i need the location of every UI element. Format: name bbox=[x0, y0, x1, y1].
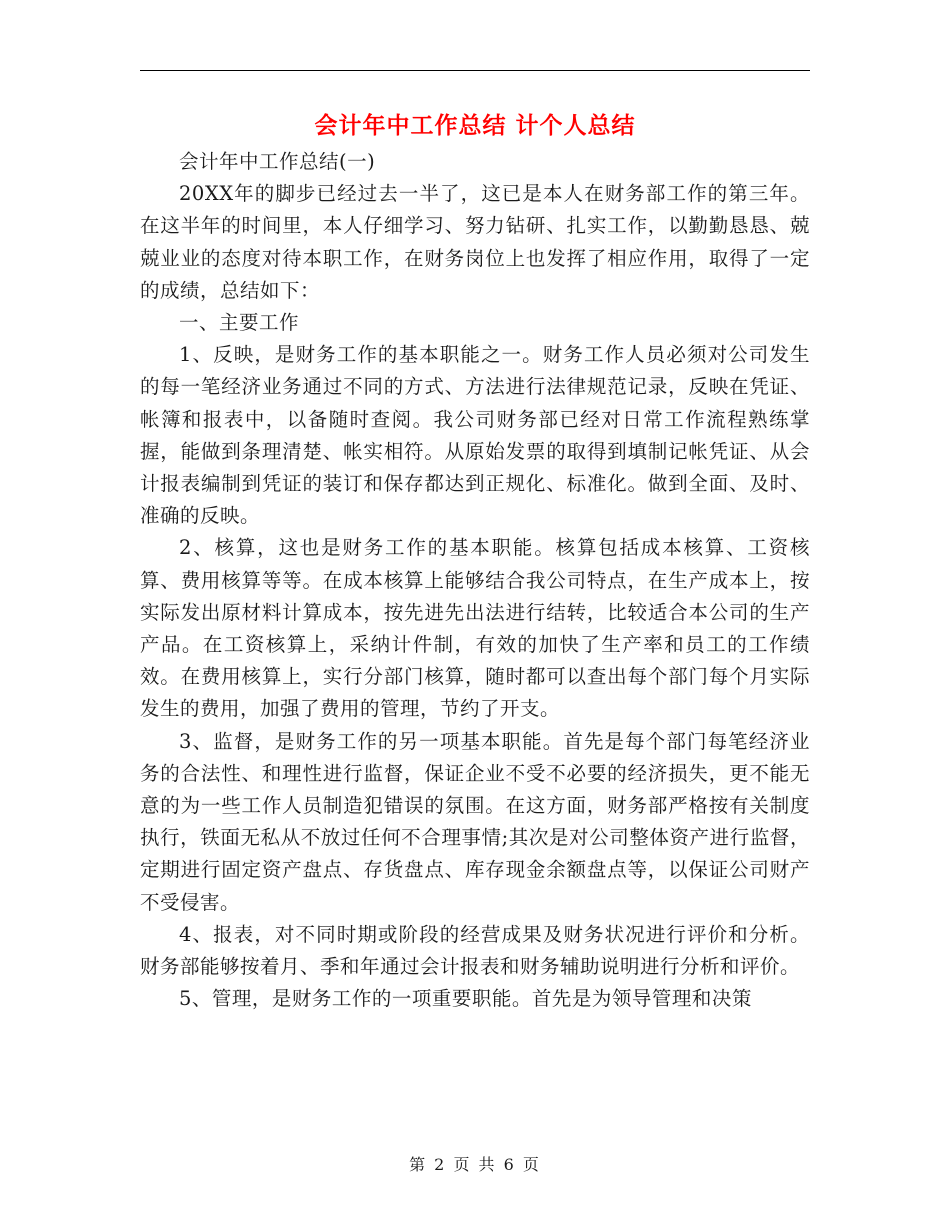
paragraph-section-heading: 一、主要工作 bbox=[179, 311, 300, 335]
paragraph-item-5: 5、管理，是财务工作的一项重要职能。首先是为领导管理和决策 bbox=[179, 987, 752, 1011]
paragraph-intro: 20XX年的脚步已经过去一半了，这已是本人在财务部工作的第三年。在这半年的时间里，本人仔细学习、努力钻研、扎实工作，以勤勤恳恳、兢兢业业的态度对待本职工作，在财务岗位上也发挥了相应作用，取得了一定的成绩，总结如下： bbox=[140, 182, 810, 302]
document-title: 会计年中工作总结 计个人总结 bbox=[314, 113, 636, 139]
document-body bbox=[140, 146, 810, 1015]
paragraph-item-1: 1、反映，是财务工作的基本职能之一。财务工作人员必须对公司发生的每一笔经济业务通过不同的方式、方法进行法律规范记录，反映在凭证、帐簿和报表中，以备随时查阅。我公司财务部已经对日常工作流程熟练掌握，能做到条理清楚、帐实相符。从原始发票的取得到填制记帐凭证、从会计报表编制到凭证的装订和保存都达到正规化、标准化。做到全面、及时、准确的反映。 bbox=[140, 343, 810, 528]
header-rule bbox=[140, 70, 810, 71]
paragraph-item-2: 2、核算，这也是财务工作的基本职能。核算包括成本核算、工资核算、费用核算等等。在成本核算上能够结合我公司特点，在生产成本上，按实际发出原材料计算成本，按先进先出法进行结转，比较适合本公司的生产产品。在工资核算上，采纳计件制，有效的加快了生产率和员工的工作绩效。在费用核算上，实行分部门核算，随时都可以查出每个部门每个月实际发生的费用，加强了费用的管理，节约了开支。 bbox=[140, 536, 810, 721]
page-footer: 第 2 页 共 6 页 bbox=[409, 1155, 541, 1174]
paragraph-subtitle: 会计年中工作总结(一) bbox=[179, 150, 376, 173]
paragraph-item-3: 3、监督，是财务工作的另一项基本职能。首先是每个部门每笔经济业务的合法性、和理性进行监督，保证企业不受不必要的经济损失，更不能无意的为一些工作人员制造犯错误的氛围。在这方面，财务部严格按有关制度执行，铁面无私从不放过任何不合理事情;其次是对公司整体资产进行监督，定期进行固定资产盘点、存货盘点、库存现金余额盘点等，以保证公司财产不受侵害。 bbox=[140, 729, 810, 914]
paragraph-item-4: 4、报表，对不同时期或阶段的经营成果及财务状况进行评价和分析。财务部能够按着月、季和年通过会计报表和财务辅助说明进行分析和评价。 bbox=[140, 922, 810, 979]
